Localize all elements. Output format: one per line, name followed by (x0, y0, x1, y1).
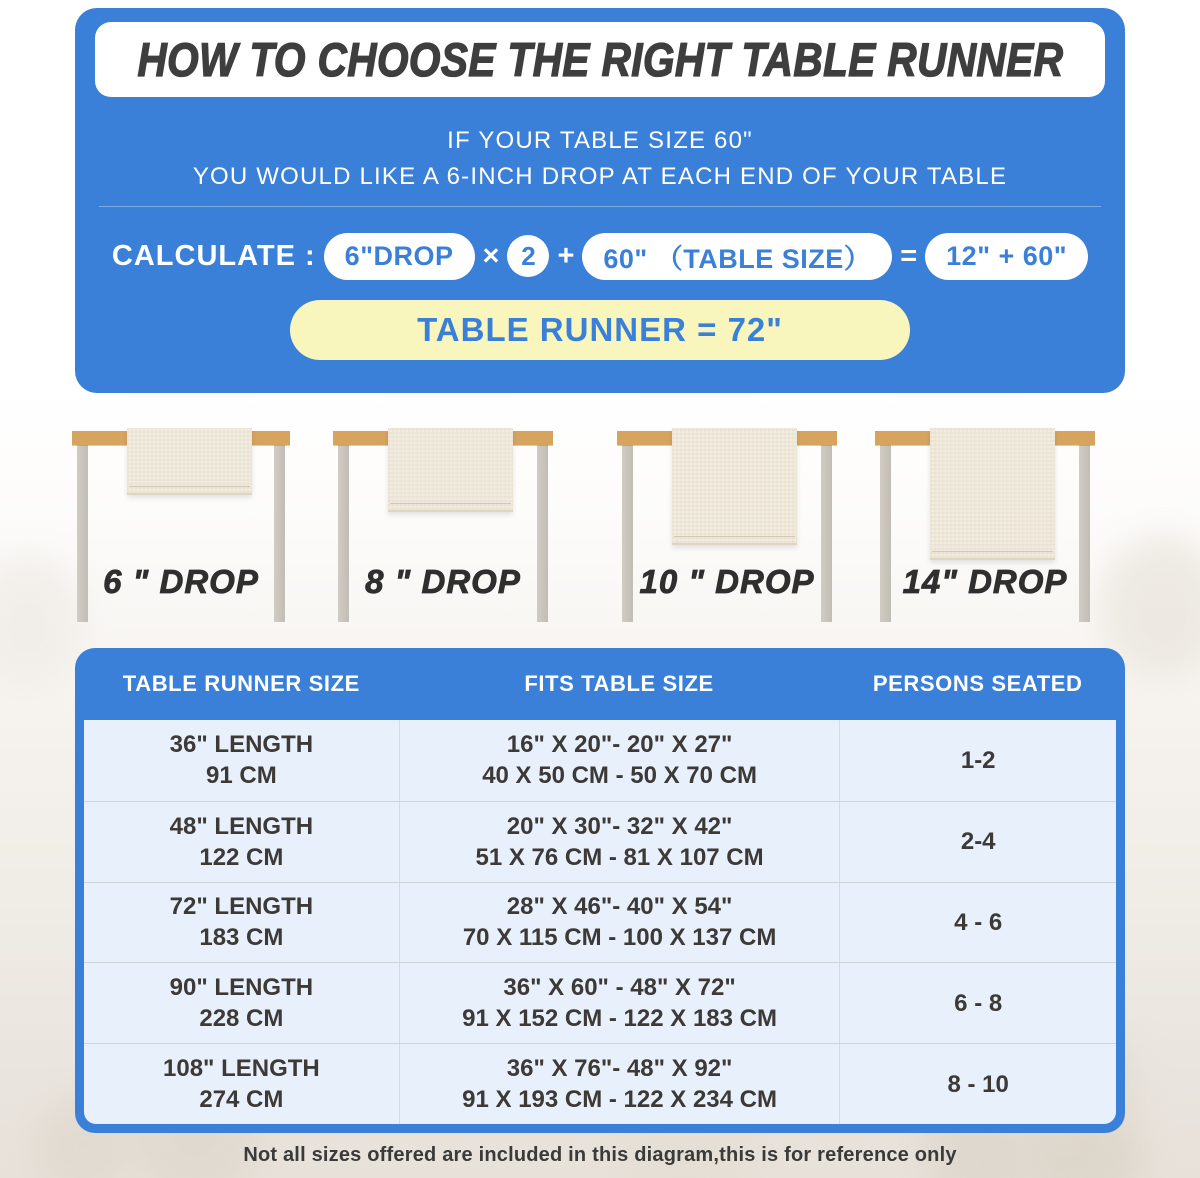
times-operator: × (482, 239, 500, 272)
subtitle-line-2: YOU WOULD LIKE A 6-INCH DROP AT EACH END OF YOUR TABLE (192, 163, 1008, 190)
footer-note (0, 1133, 1200, 1178)
drop-value-pill: 6"DROP (324, 233, 475, 280)
runner-cloth (672, 428, 797, 545)
runner-cloth (388, 428, 513, 512)
title-banner (95, 22, 1105, 97)
table-row (84, 882, 1116, 963)
table-illustration-8-drop (333, 393, 553, 648)
calculate-label: CALCULATE : (111, 239, 316, 272)
table-illustration-14-drop (875, 393, 1095, 648)
size-chart-card (75, 648, 1125, 1133)
drop-label: 8 " DROP (365, 563, 521, 600)
column-header-persons: PERSONS SEATED (872, 671, 1083, 696)
table-row (84, 1043, 1116, 1124)
subtitle-line-1: IF YOUR TABLE SIZE 60" (447, 127, 753, 154)
fits-table-cell: 36" X 76"- 48" X 92" 91 X 193 CM - 122 X 234 CM (399, 1044, 840, 1124)
column-header-fits-table: FITS TABLE SIZE (524, 671, 714, 696)
table-row (84, 720, 1116, 801)
persons-cell: 1-2 (839, 720, 1116, 801)
size-chart-body (84, 720, 1116, 1124)
runner-cloth (930, 428, 1055, 560)
table-illustration-6-drop (72, 393, 290, 648)
drop-examples-band (0, 393, 1200, 648)
runner-size-cell: 72" LENGTH 183 CM (169, 893, 314, 952)
table-size-pill: 60" （TABLE SIZE） (582, 233, 892, 280)
column-header-runner-size: TABLE RUNNER SIZE (122, 671, 360, 696)
runner-cloth (127, 428, 252, 495)
page-title: HOW TO CHOOSE THE RIGHT TABLE RUNNER (137, 32, 1063, 86)
result-text: TABLE RUNNER = 72" (417, 311, 783, 348)
fits-table-cell: 20" X 30"- 32" X 42" 51 X 76 CM - 81 X 107 CM (399, 802, 840, 882)
runner-size-cell: 48" LENGTH 122 CM (169, 812, 314, 871)
runner-size-cell: 108" LENGTH 274 CM (163, 1054, 320, 1114)
drop-label: 14" DROP (902, 563, 1068, 600)
fits-table-cell: 16" X 20"- 20" X 27" 40 X 50 CM - 50 X 70 CM (399, 720, 840, 801)
runner-size-cell: 90" LENGTH 228 CM (169, 974, 314, 1033)
panel-divider (99, 206, 1101, 207)
size-chart-header (84, 648, 1116, 720)
result-highlight-pill (290, 300, 910, 360)
persons-cell: 8 - 10 (839, 1044, 1116, 1124)
fits-table-cell: 28" X 46"- 40" X 54" 70 X 115 CM - 100 X 137 CM (399, 883, 840, 963)
table-illustration-10-drop (617, 393, 837, 648)
multiplier-circle: 2 (507, 235, 549, 277)
fits-table-cell: 36" X 60" - 48" X 72" 91 X 152 CM - 122 X 183 CM (399, 963, 840, 1043)
footer-note-text: Not all sizes offered are included in this diagram,this is for reference only (243, 1144, 957, 1166)
top-panel (75, 8, 1125, 393)
drop-label: 6 " DROP (103, 563, 259, 600)
persons-cell: 2-4 (839, 802, 1116, 882)
runner-size-cell: 36" LENGTH 91 CM (169, 731, 314, 790)
sum-pill: 12" + 60" (925, 233, 1088, 280)
equals-operator: = (900, 239, 918, 272)
plus-operator: + (557, 239, 575, 272)
persons-cell: 6 - 8 (839, 963, 1116, 1043)
table-row (84, 801, 1116, 882)
persons-cell: 4 - 6 (839, 883, 1116, 963)
drop-label: 10 " DROP (639, 563, 815, 600)
table-row (84, 962, 1116, 1043)
calculation-row (75, 227, 1125, 285)
